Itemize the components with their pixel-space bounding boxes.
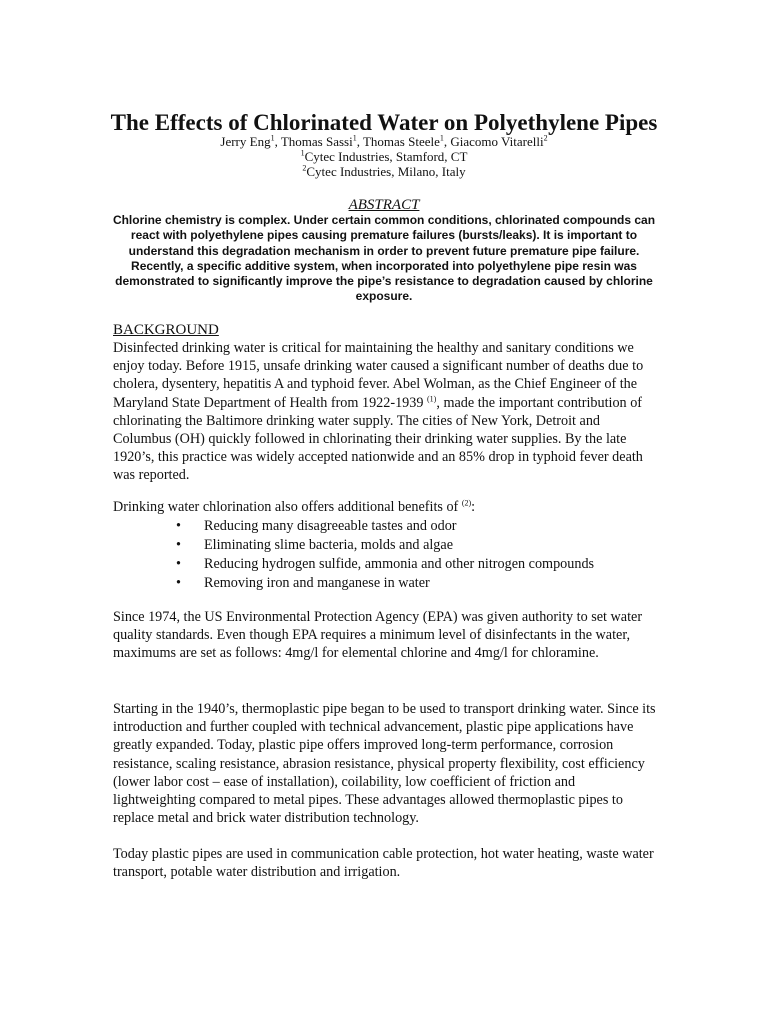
background-paragraph-4: Starting in the 1940’s, thermoplastic pipe began to be used to transport drinking water. Since its introduction and further coupled with technical advancement, plastic pipe applications have greatly expanded. Today, plastic pipe offers improved long-term performance, corrosion resistance, scaling resistance, abrasion resistance, physical property flexibility, cost efficiency (lower labor cost – ease of installation), coilability, low coefficient of friction and lightweighting compared to metal pipes. These advantages allowed thermoplastic pipes to replace metal and brick water distribution technology. [113, 701, 656, 827]
abstract-text: Chlorine chemistry is complex. Under certain common conditions, chlorinated compounds can react with polyethylene pipes causing premature failures (bursts/leaks). It is important to understand this degradation mechanism in order to prevent future premature pipe failure. Recently, a specific additive system, when incorporated into polyethylene pipe resin was demonstrated to significantly improve the pipe’s resistance to degradation caused by chlorine exposure. [112, 213, 656, 304]
benefits-intro: Drinking water chlorination also offers additional benefits of $^{(2)}$: [113, 498, 476, 515]
bullet-icon: • [176, 537, 181, 553]
author: Thomas Steele$^1$, [362, 133, 451, 149]
citation-ref: (1) [427, 393, 437, 403]
paper-title: The Effects of Chlorinated Water on Polyethylene Pipes [110, 110, 658, 135]
background-paragraph-3: Since 1974, the US Environmental Protection Agency (EPA) was given authority to set water quality standards. Even though EPA requires a minimum level of disinfectants in the water, maximums are set as follows: 4mg/l for elemental chlorine and 4mg/l for chloramine. [113, 609, 643, 662]
list-item: • Reducing hydrogen sulfide, ammonia and other nitrogen compounds [176, 556, 595, 572]
background-paragraph-1: Disinfected drinking water is critical for maintaining the healthy and sanitary conditions we enjoy today. Before 1915, unsafe drinking water caused a significant number of deaths due to cholera, dysentery, hepatitis A and typhoid fever. Abel Wolman, as the Chief Engineer of the Maryland State Department of Health from 1922-1939 $^{(1)}$, made the important contribution of chlorinating the Baltimore drinking water supply. The cities of New York, Detroit and Columbus (OH) quickly followed in chlorinating their drinking water supplies. By the late 1920’s, this practice was widely accepted nationwide and an 85% drop in typhoid fever death was reported. [113, 340, 644, 484]
background-heading: BACKGROUND [113, 322, 219, 338]
bullet-icon: • [176, 575, 181, 591]
bullet-icon: • [176, 518, 181, 534]
abstract-heading: ABSTRACT [348, 197, 420, 213]
author: Giacomo Vitarelli$^2$ [450, 133, 548, 149]
background-paragraph-5: Today plastic pipes are used in communication cable protection, hot water heating, waste water transport, potable water distribution and irrigation. [113, 846, 654, 881]
author-line [0, 134, 768, 150]
benefits-list [176, 517, 594, 593]
author: Jerry Eng$^1$, [220, 133, 281, 149]
list-item: • Reducing many disagreeable tastes and odor [176, 518, 457, 534]
list-item: • Eliminating slime bacteria, molds and algae [176, 537, 453, 553]
citation-ref: (2) [461, 498, 472, 508]
affiliation-1: $^1$Cytec Industries, Stamford, CT [300, 148, 468, 164]
author: Thomas Sassi$^1$, [280, 133, 363, 149]
bullet-icon: • [176, 556, 181, 572]
affiliation-2: $^2$Cytec Industries, Milano, Italy [302, 163, 466, 179]
list-item: • Removing iron and manganese in water [176, 575, 430, 591]
